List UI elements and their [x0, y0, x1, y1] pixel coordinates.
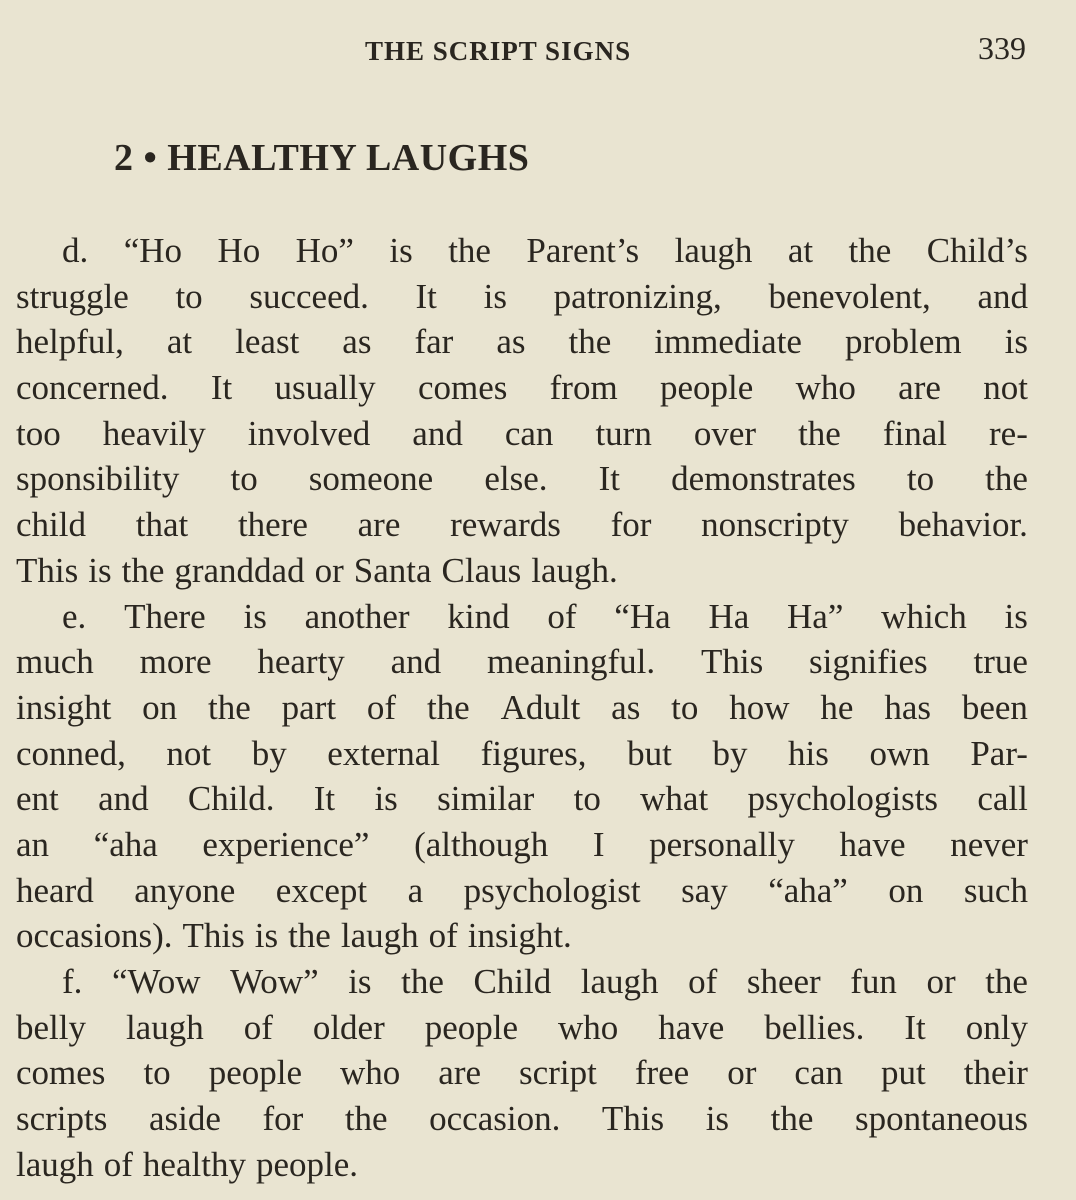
body-text	[16, 228, 1028, 1187]
text-line: much more hearty and meaningful. This signifies true	[16, 642, 1028, 682]
text-line: laugh of healthy people.	[16, 1144, 358, 1184]
text-line: occasions). This is the laugh of insight.	[16, 916, 572, 956]
text-line: concerned. It usually comes from people who are not	[16, 368, 1028, 408]
text-line: ent and Child. It is similar to what psychologists call	[16, 779, 1028, 819]
running-head	[0, 26, 1076, 76]
paragraph	[16, 228, 1028, 594]
text-line: heard anyone except a psychologist say “aha” on such	[16, 870, 1028, 910]
text-line: insight on the part of the Adult as to how he has been	[16, 687, 1028, 727]
text-line: e. There is another kind of “Ha Ha Ha” which is	[62, 596, 1028, 636]
text-line: f. “Wow Wow” is the Child laugh of sheer fun or the	[62, 962, 1028, 1001]
text-line: struggle to succeed. It is patronizing, benevolent, and	[16, 276, 1028, 316]
running-title: THE SCRIPT SIGNS	[365, 36, 632, 66]
section-heading: 2 • HEALTHY LAUGHS	[114, 137, 530, 179]
text-line: This is the granddad or Santa Claus laugh.	[16, 550, 618, 590]
text-line: comes to people who are script free or can put their	[16, 1053, 1028, 1093]
text-line: scripts aside for the occasion. This is the spontaneous	[16, 1099, 1028, 1139]
text-line: child that there are rewards for nonscripty behavior.	[16, 505, 1028, 545]
text-line: conned, not by external figures, but by his own Par-	[16, 733, 1028, 773]
text-line: too heavily involved and can turn over the final re-	[16, 413, 1028, 453]
text-line: d. “Ho Ho Ho” is the Parent’s laugh at the Child’s	[62, 231, 1028, 270]
text-line: belly laugh of older people who have bellies. It only	[16, 1007, 1028, 1047]
paragraph	[16, 959, 1028, 1187]
text-line: sponsibility to someone else. It demonstrates to the	[16, 459, 1028, 499]
text-line: helpful, at least as far as the immediate problem is	[16, 322, 1028, 362]
paragraph	[16, 594, 1028, 960]
text-line: an “aha experience” (although I personally have never	[16, 824, 1028, 864]
page-number: 339	[978, 30, 1026, 66]
